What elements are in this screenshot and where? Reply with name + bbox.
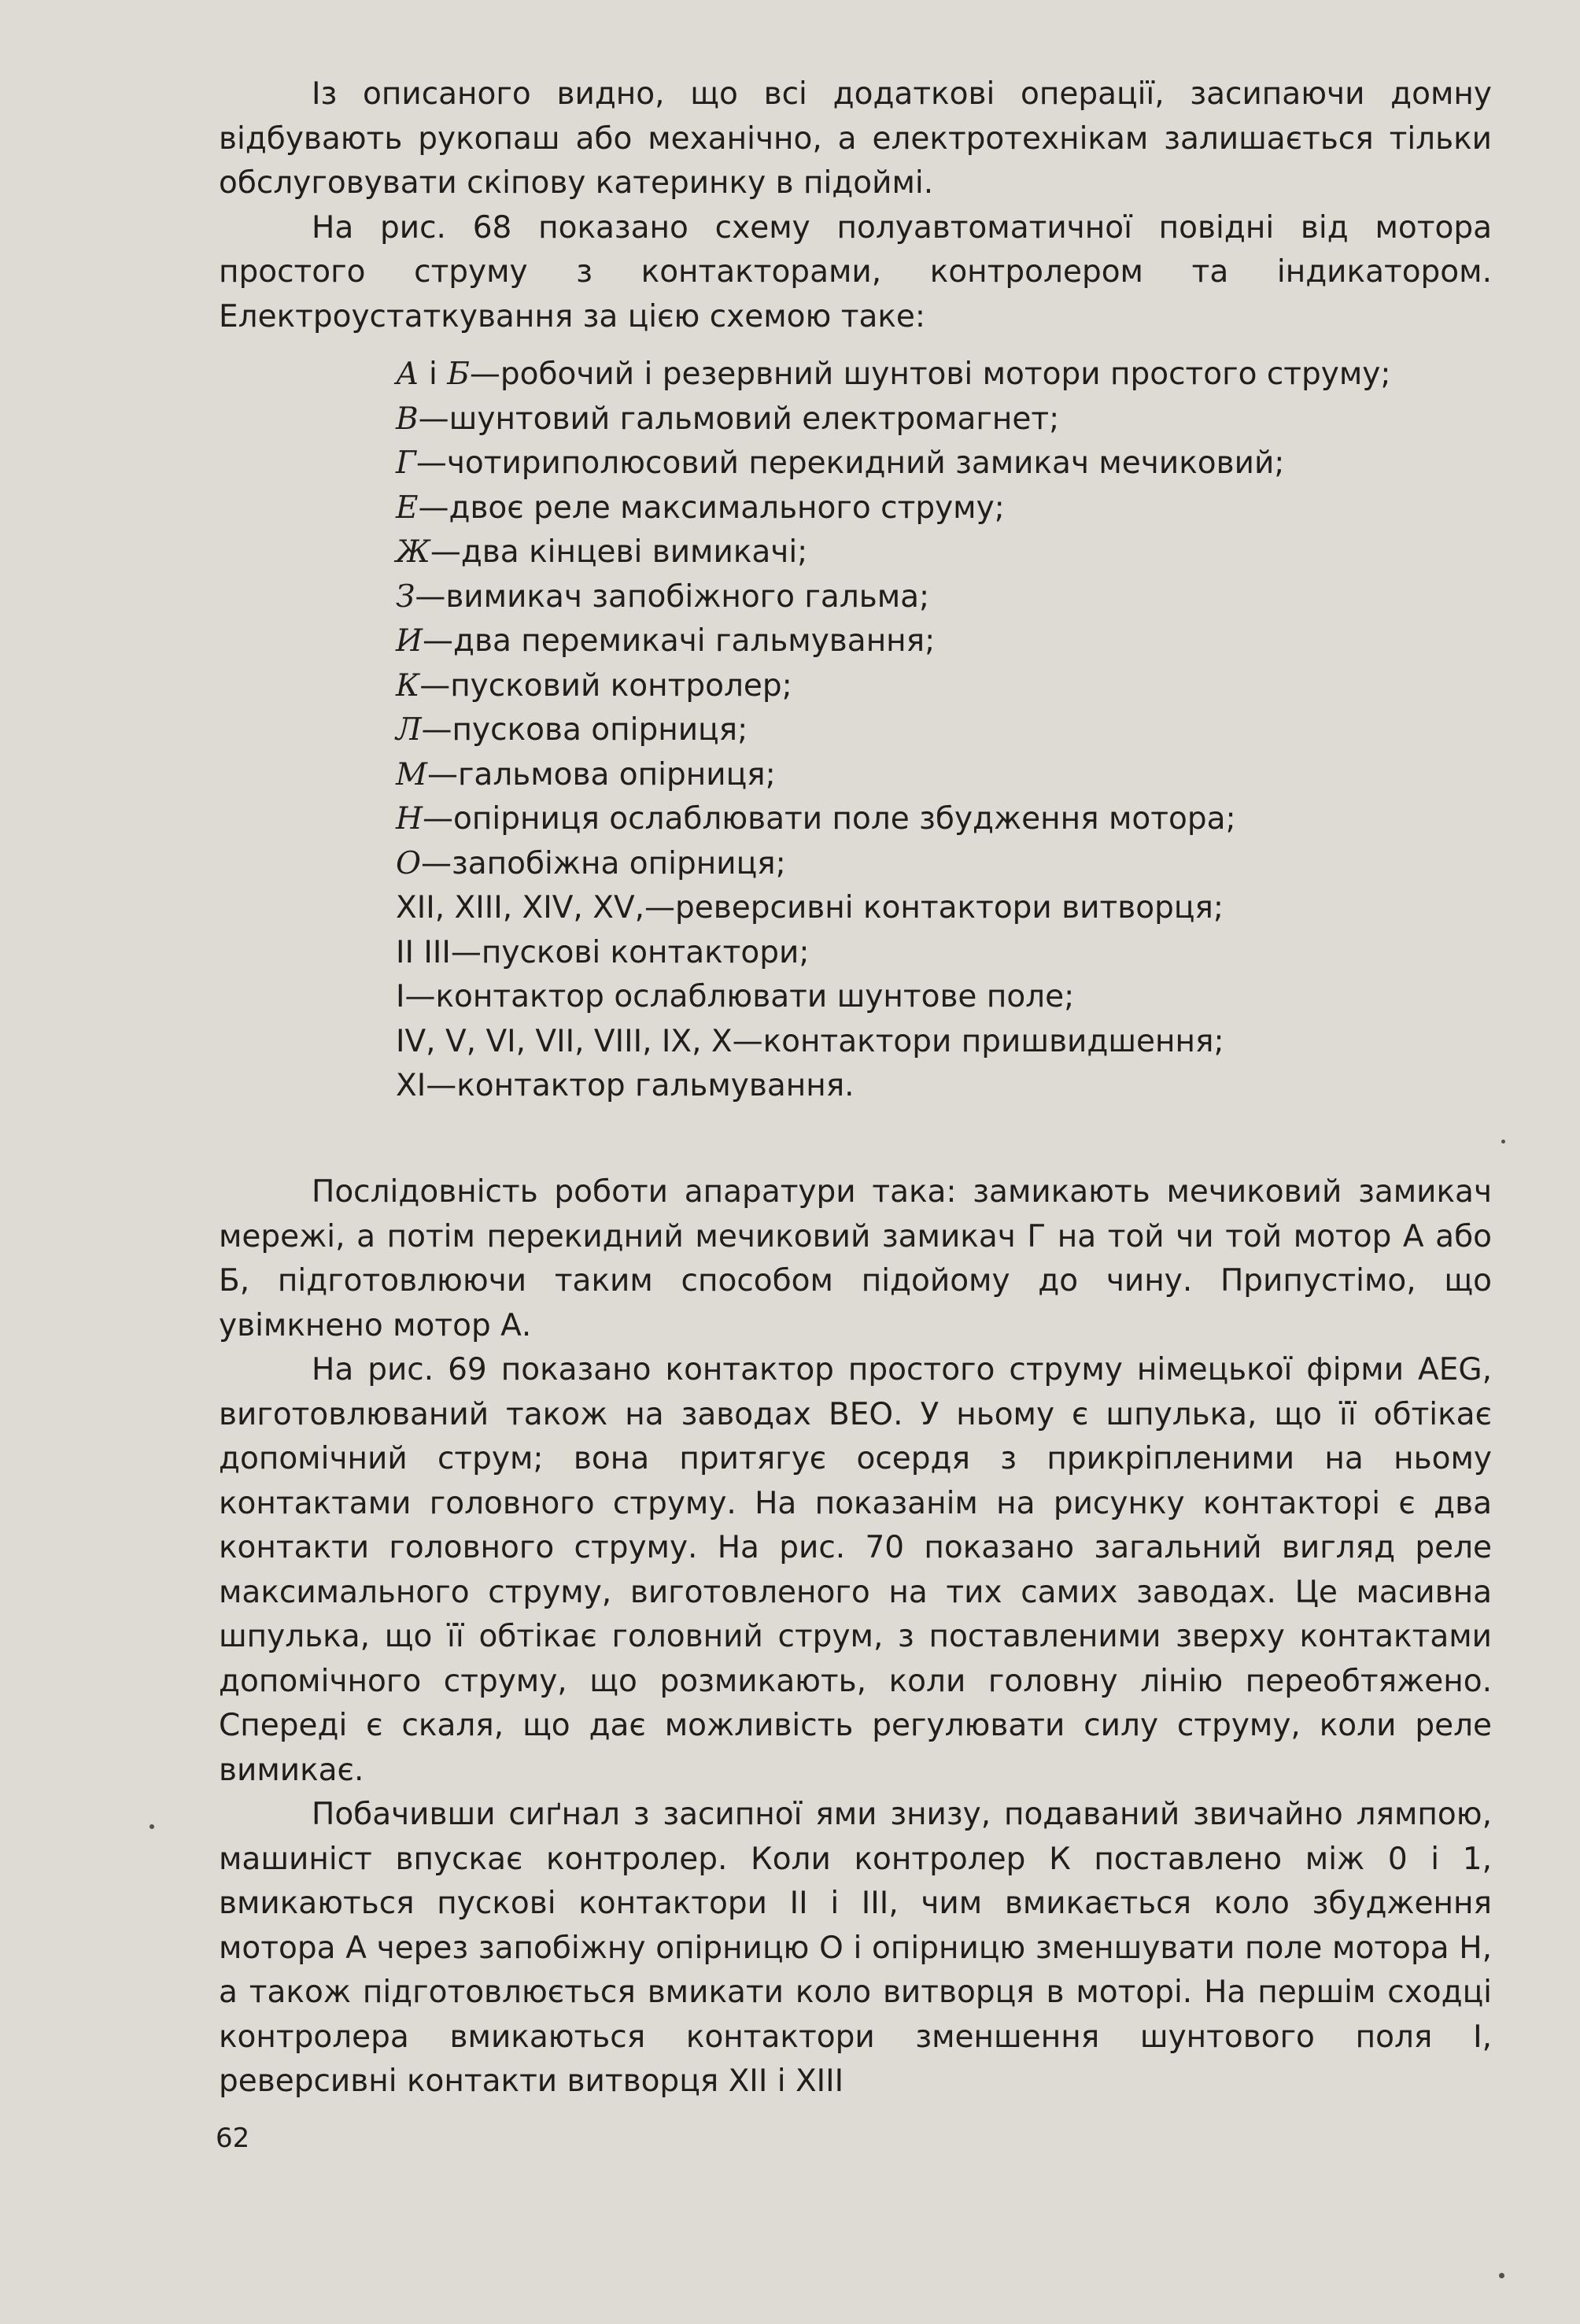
paragraph: Побачивши сиґнал з засипної ями знизу, подаваний звичайно лямпою, машиніст впускає контролер. Коли контролер К поставлено між 0 і 1, вмикаються пускові контактори II і III, чим вмикається коло збудження мотора А через запобіжну опірницю О і опірницю зменшувати поле мотора Н, а також підготовлюється вмикати коло витворця в моторі. На першім сходці контролера вмикаються контактори зменшення шунтового поля I, реверсивні контакти витворця XII і XIII [219, 1797, 1492, 2099]
legend-text: —гальмова опірниця; [426, 756, 776, 793]
legend-symbol: М [396, 756, 427, 793]
legend-text: —робочий і резервний шунтові мотори простого струму; [469, 357, 1391, 392]
legend-symbol: З [396, 578, 415, 615]
legend-text: —два перемикачі гальмування; [423, 623, 936, 659]
legend-item [396, 931, 1493, 976]
legend-item [396, 442, 1493, 486]
paragraph: Послідовність роботи апаратури така: замикають мечиковий замикач мережі, а потім перекидний мечиковий замикач Г на той чи той мотор А або Б, підготовлюючи таким способом підойому до чину. Припустімо, що увімкнено мотор А. [219, 1174, 1492, 1343]
legend-text: —опірниця ослаблювати поле збудження мотора; [423, 801, 1236, 837]
legend-text: —запобіжна опірниця; [420, 845, 786, 881]
legend-symbol: Ж [396, 534, 430, 570]
legend-item [396, 486, 1493, 531]
legend-symbol: В [396, 401, 419, 437]
legend-item [396, 664, 1493, 709]
legend-symbol: О [396, 845, 421, 881]
paragraph: На рис. 68 показано схему полуавтоматичної повідні від мотора простого струму з контакторами, контролером та індикатором. Електроустаткування за цією схемою таке: [219, 209, 1492, 334]
legend-text: II III—пускові контактори; [396, 934, 810, 970]
legend-item [396, 397, 1493, 442]
legend-symbol: Б [447, 357, 470, 392]
legend-symbol: Г [396, 445, 416, 481]
legend-symbol: И [396, 623, 423, 659]
paragraph: Із описаного видно, що всі додаткові операції, засипаючи домну відбувають рукопаш або механічно, а електротехнікам залишається тільки обслуговувати скіпову катеринку в підоймі. [219, 76, 1492, 201]
scan-speck [1501, 1140, 1505, 1144]
legend-item [396, 753, 1493, 798]
legend-symbol: Л [396, 712, 422, 748]
equipment-legend [396, 353, 1493, 1109]
legend-text: —вимикач запобіжного гальма; [415, 578, 930, 615]
legend-text: —двоє реле максимального струму; [418, 490, 1005, 526]
legend-symbol: А [396, 357, 419, 392]
legend-item [396, 708, 1493, 753]
legend-text: I—контактор ослаблювати шунтове поле; [396, 979, 1075, 1014]
legend-symbol: Н [396, 801, 423, 837]
legend-item [396, 530, 1493, 575]
legend-symbol: Е [396, 490, 419, 526]
legend-text: —чотириполюсовий перекидний замикач мечиковий; [415, 445, 1285, 481]
legend-item [396, 842, 1493, 887]
scan-speck [1499, 2273, 1504, 2278]
legend-symbol: К [396, 667, 420, 704]
legend-text: —два кінцеві вимикачі; [430, 534, 808, 570]
legend-item [396, 353, 1493, 397]
scan-speck [150, 1824, 154, 1829]
page-number: 62 [216, 2123, 250, 2154]
legend-text: —шунтовий гальмовий електромагнет; [418, 401, 1060, 437]
legend-item [396, 1020, 1493, 1065]
intro-text [219, 72, 1492, 339]
legend-text: XI—контактор гальмування. [396, 1068, 855, 1103]
legend-item [396, 975, 1493, 1020]
legend-item [396, 619, 1493, 664]
legend-item [396, 1064, 1493, 1109]
legend-connector: і [419, 357, 448, 392]
legend-text: —пусковий контролер; [419, 667, 792, 704]
legend-item [396, 575, 1493, 620]
legend-item [396, 886, 1493, 931]
body-text [219, 1170, 1492, 2104]
legend-text: XII, XIII, XIV, XV,—реверсивні контактори витворця; [396, 890, 1224, 926]
legend-text: IV, V, VI, VII, VIII, IX, X—контактори пришвидшення; [396, 1023, 1224, 1059]
paragraph: На рис. 69 показано контактор простого струму німецької фірми AEG, виготовлюваний також на заводах ВЕО. У ньому є шпулька, що її обтікає допомічний струм; вона притягує осердя з прикріпленими на ньому контактами головного струму. На показанім на рисунку контакторі є два контакти головного струму. На рис. 70 показано загальний вигляд реле максимального струму, виготовленого на тих самих заводах. Це масивна шпулька, що її обтікає головний струм, з поставленими зверху контактами допомічного струму, що розмикають, коли головну лінію переобтяжено. Спереді є скаля, що дає можливість регулювати силу струму, коли реле вимикає. [219, 1352, 1492, 1788]
legend-item [396, 797, 1493, 842]
legend-text: —пускова опірниця; [421, 712, 748, 748]
